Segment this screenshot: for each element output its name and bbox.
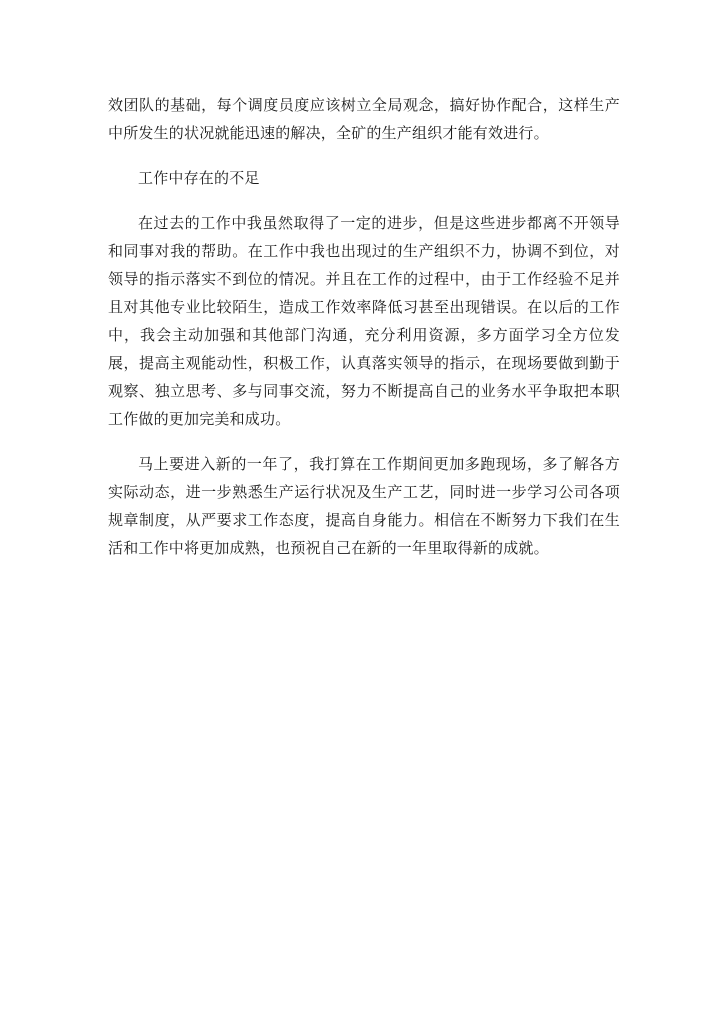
paragraph-new-year-plan: 马上要进入新的一年了，我打算在工作期间更加多跑现场，多了解各方实际动态，进一步熟悉生产运行状况及生产工艺，同时进一步学习公司各项规章制度，从严要求工作态度，提高自身能力。相信在不断努力下我们在生活和工作中将更加成熟，也预祝自己在新的一年里取得新的成就。: [108, 455, 620, 557]
document-body: [108, 91, 620, 562]
section-heading-shortcomings: 工作中存在的不足: [138, 169, 260, 187]
paragraph-shortcomings: 在过去的工作中我虽然取得了一定的进步，但是这些进步都离不开领导和同事对我的帮助。在工作中我也出现过的生产组织不力，协调不到位，对领导的指示落实不到位的情况。并且在工作的过程中，由于工作经验不足并且对其他专业比较陌生，造成工作效率降低习甚至出现错误。在以后的工作中，我会主动加强和其他部门沟通，充分利用资源，多方面学习全方位发展，提高主观能动性，积极工作，认真落实领导的指示，在现场要做到勤于观察、独立思考、多与同事交流，努力不断提高自己的业务水平争取把本职工作做的更加完美和成功。: [108, 214, 620, 428]
paragraph-continuation: 效团队的基础，每个调度员度应该树立全局观念，搞好协作配合，这样生产中所发生的状况就能迅速的解决，全矿的生产组织才能有效进行。: [108, 96, 620, 142]
